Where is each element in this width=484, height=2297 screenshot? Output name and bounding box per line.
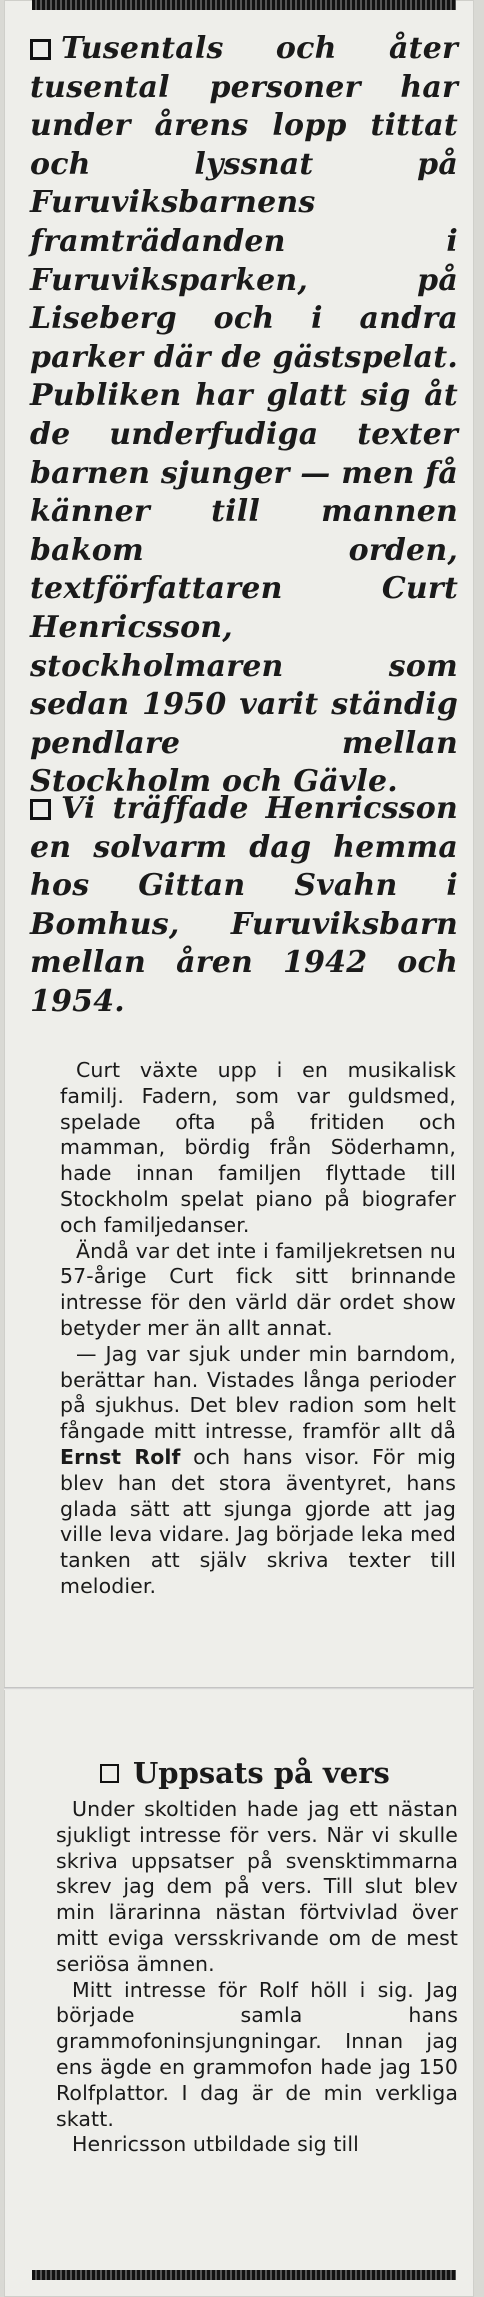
lead-paragraph-2-text: Vi träffade Henricsson en solvarm dag hemma hos Gittan Svahn i Bomhus, Furuviksbarn mellan åren 1942 och 1954. bbox=[30, 791, 458, 1019]
lead-paragraph-1-text: Tusentals och åter tusental personer har under årens lopp tittat och lyssnat på Furuviksbarnens framträdanden i Furuviksparken, på Liseberg och i andra parker där de gästspelat. Publiken har glatt sig åt de underfudiga texter barnen sjunger — men få känner till mannen bakom orden, textförfattaren Curt Henricsson, stockholmaren som sedan 1950 varit ständig pendlare mellan Stockholm och Gävle. bbox=[30, 31, 458, 800]
body-paragraph-quote bbox=[60, 1342, 456, 1600]
paper-fold-line bbox=[4, 1687, 474, 1690]
lead-paragraph-2 bbox=[30, 790, 458, 1022]
body-section-1 bbox=[60, 1058, 456, 1600]
square-bullet-icon bbox=[30, 799, 51, 820]
quote-text-end: och hans visor. För mig blev han det stora äventyret, hans glada sätt att sjunga gjorde att jag ville leva vidare. Jag började leka med tanken att själv skriva texter till melodier. bbox=[60, 1444, 456, 1598]
body-paragraph: Mitt intresse för Rolf höll i sig. Jag började samla hans grammofoninsjungningar. Innan jag ens ägde en grammofon hade jag 150 Rolfplattor. I dag är de min verkliga skatt. bbox=[56, 1977, 458, 2131]
square-bullet-icon bbox=[30, 39, 51, 60]
body-paragraph: Ändå var det inte i familjekretsen nu 57-årige Curt fick sitt brinnande intresse för den värld där ordet show betyder mer än allt annat. bbox=[60, 1238, 456, 1340]
subheading-text: Uppsats på vers bbox=[133, 1756, 390, 1790]
subheading bbox=[100, 1756, 390, 1790]
body-paragraph: Henricsson utbildade sig till bbox=[72, 2132, 359, 2157]
square-bullet-icon bbox=[100, 1764, 119, 1783]
bold-name: Ernst Rolf bbox=[60, 1444, 181, 1469]
newspaper-clipping bbox=[4, 0, 474, 2297]
lead-paragraph-1 bbox=[30, 30, 458, 802]
quote-text-start: — Jag var sjuk under min barndom, berättar han. Vistades långa perioder på sjukhus. Det blev radion som helt fångade mitt intresse, framför allt då bbox=[60, 1341, 456, 1444]
body-section-2 bbox=[56, 1797, 458, 2158]
top-rule bbox=[32, 0, 456, 10]
body-paragraph: Curt växte upp i en musikalisk familj. Fadern, som var guldsmed, spelade ofta på fritiden och mamman, bördig från Söderhamn, hade innan familjen flyttade till Stockholm spelat piano på biografer och familjedanser. bbox=[60, 1058, 456, 1237]
body-paragraph: Under skoltiden hade jag ett nästan sjukligt intresse för vers. När vi skulle skriva uppsatser på svensktimmarna skrev jag dem på vers. Till slut blev min lärarinna nästan förtvivlad över mitt eviga versskrivande om de mest seriösa ämnen. bbox=[56, 1797, 458, 1976]
bottom-rule bbox=[32, 2270, 456, 2280]
